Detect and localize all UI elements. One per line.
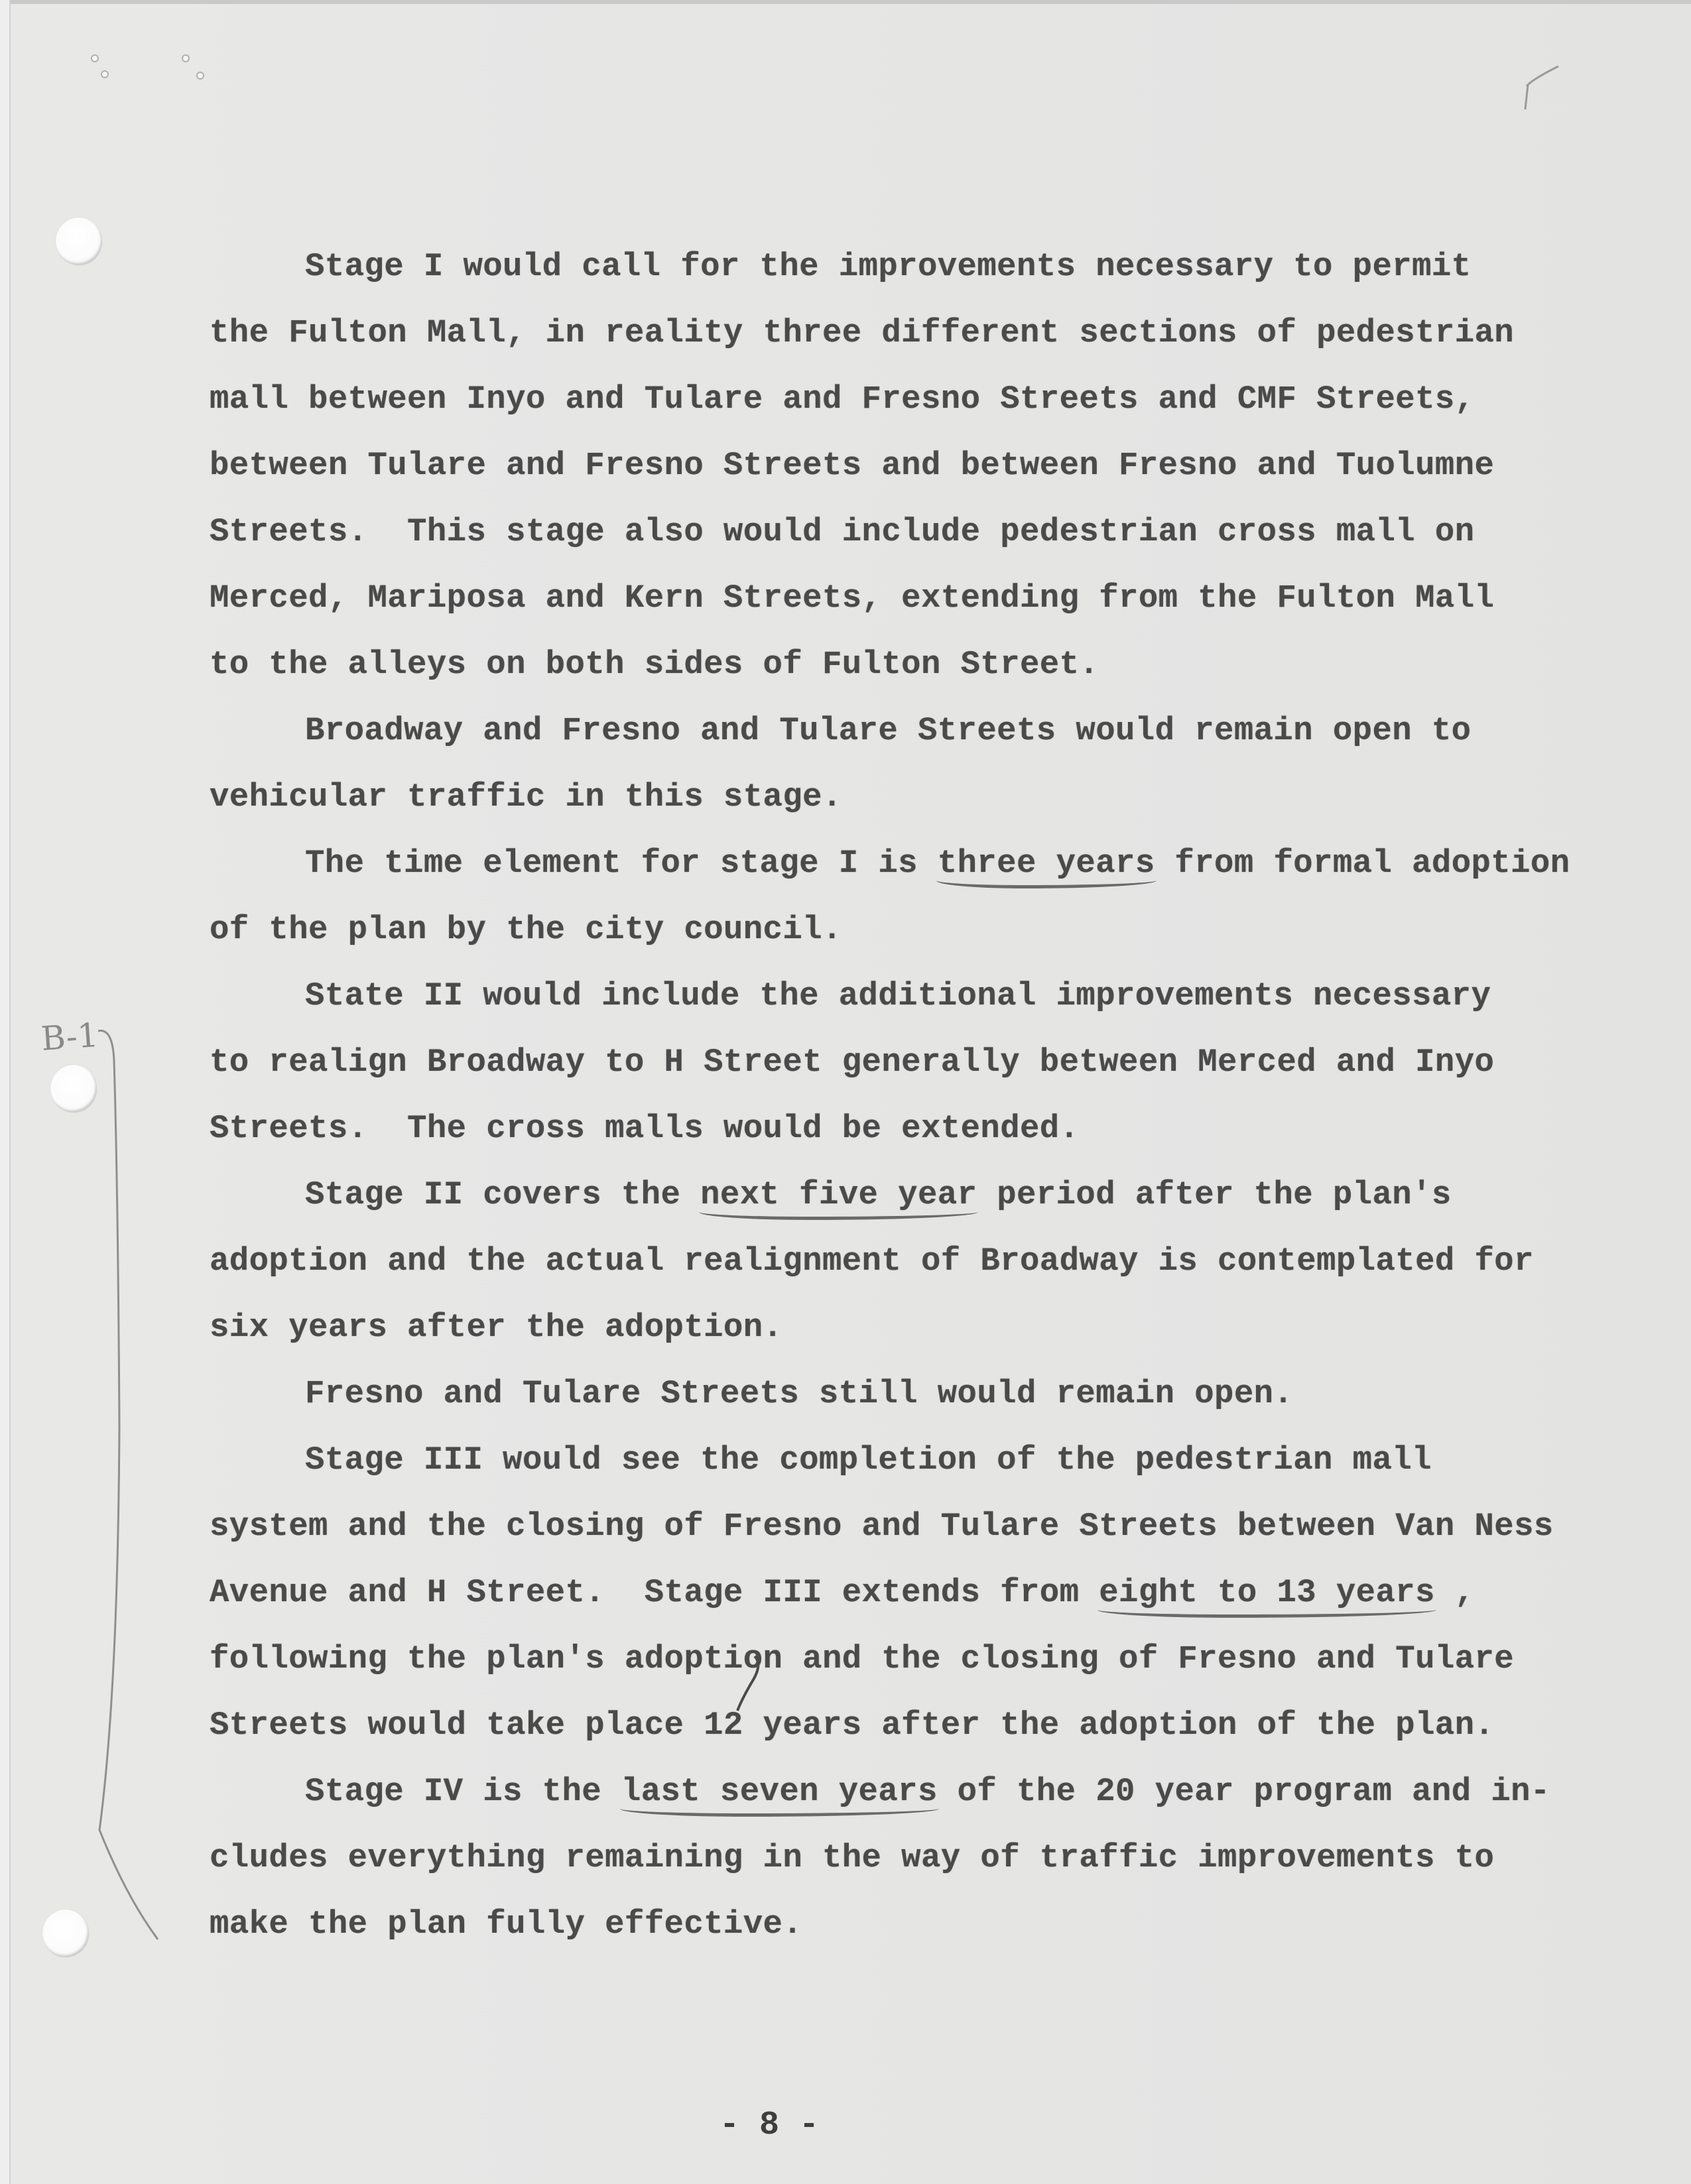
text-line: six years after the adoption. — [210, 1309, 783, 1346]
text-line: Broadway and Fresno and Tulare Streets would remain open to — [305, 712, 1472, 749]
text-segment: Stage II covers the — [305, 1176, 701, 1213]
text-line: State II would include the additional improvements necessary — [305, 977, 1491, 1014]
pin-mark — [197, 72, 204, 79]
text-line: mall between Inyo and Tulare and Fresno Streets and CMF Streets, — [210, 381, 1475, 418]
text-line — [305, 1175, 1452, 1215]
text-line — [210, 1573, 1475, 1612]
pin-mark — [182, 55, 189, 62]
text-line: Merced, Mariposa and Kern Streets, extending from the Fulton Mall — [210, 579, 1495, 617]
text-segment: of the 20 year program and in- — [937, 1773, 1550, 1810]
text-line: the Fulton Mall, in reality three different sections of pedestrian — [210, 314, 1515, 351]
text-line: Streets would take place 12 years after the adoption of the plan. — [210, 1707, 1495, 1744]
pin-mark — [92, 55, 98, 62]
page-number: - 8 - — [719, 2106, 820, 2144]
handwritten-margin-note: B-1 — [40, 1016, 100, 1058]
page-top-edge — [0, 0, 1691, 4]
text-line: cludes everything remaining in the way of traffic improvements to — [210, 1839, 1495, 1876]
text-line: of the plan by the city council. — [210, 911, 842, 948]
pin-mark — [101, 71, 108, 78]
text-line: to realign Broadway to H Street generally between Merced and Inyo — [210, 1044, 1495, 1081]
text-line: Stage I would call for the improvements necessary to permit — [305, 248, 1472, 285]
text-line: between Tulare and Fresno Streets and between Fresno and Tuolumne — [210, 447, 1495, 484]
punch-hole-top — [56, 217, 102, 265]
text-line: Streets. The cross malls would be extended. — [210, 1110, 1080, 1147]
text-line: make the plan fully effective. — [210, 1906, 803, 1943]
text-segment: from formal adoption — [1155, 845, 1570, 882]
punch-hole-middle — [50, 1065, 97, 1113]
text-segment: period after the plan's — [977, 1176, 1452, 1213]
margin-bracket-mark — [98, 1031, 158, 1939]
text-line: adoption and the actual realignment of Broadway is contemplated for — [210, 1243, 1534, 1280]
punch-hole-bottom — [42, 1910, 89, 1957]
text-segment: Stage IV is the — [305, 1773, 621, 1810]
text-line: system and the closing of Fresno and Tulare Streets between Van Ness — [210, 1508, 1554, 1545]
text-line: vehicular traffic in this stage. — [210, 778, 842, 816]
text-segment: Avenue and H Street. Stage III extends from — [210, 1574, 1099, 1611]
corner-mark — [1525, 66, 1558, 109]
text-line: following the plan's adoption and the closing of Fresno and Tulare — [210, 1640, 1515, 1677]
text-line — [305, 1772, 1550, 1811]
pencil-underlined-text: three years — [937, 845, 1155, 882]
pencil-underlined-text: next five year — [700, 1176, 977, 1213]
text-line: Stage III would see the completion of the pedestrian mall — [305, 1441, 1432, 1479]
text-line: to the alleys on both sides of Fulton Street. — [210, 646, 1099, 683]
pencil-underlined-text: eight to 13 years — [1099, 1574, 1435, 1611]
text-segment: The time element for stage I is — [305, 845, 938, 882]
page-left-edge — [0, 0, 11, 2184]
text-line: Streets. This stage also would include pedestrian cross mall on — [210, 513, 1475, 550]
text-segment: , — [1434, 1574, 1475, 1611]
pencil-underlined-text: last seven years — [621, 1773, 938, 1810]
text-line: Fresno and Tulare Streets still would remain open. — [305, 1375, 1294, 1412]
text-line — [305, 843, 1570, 883]
